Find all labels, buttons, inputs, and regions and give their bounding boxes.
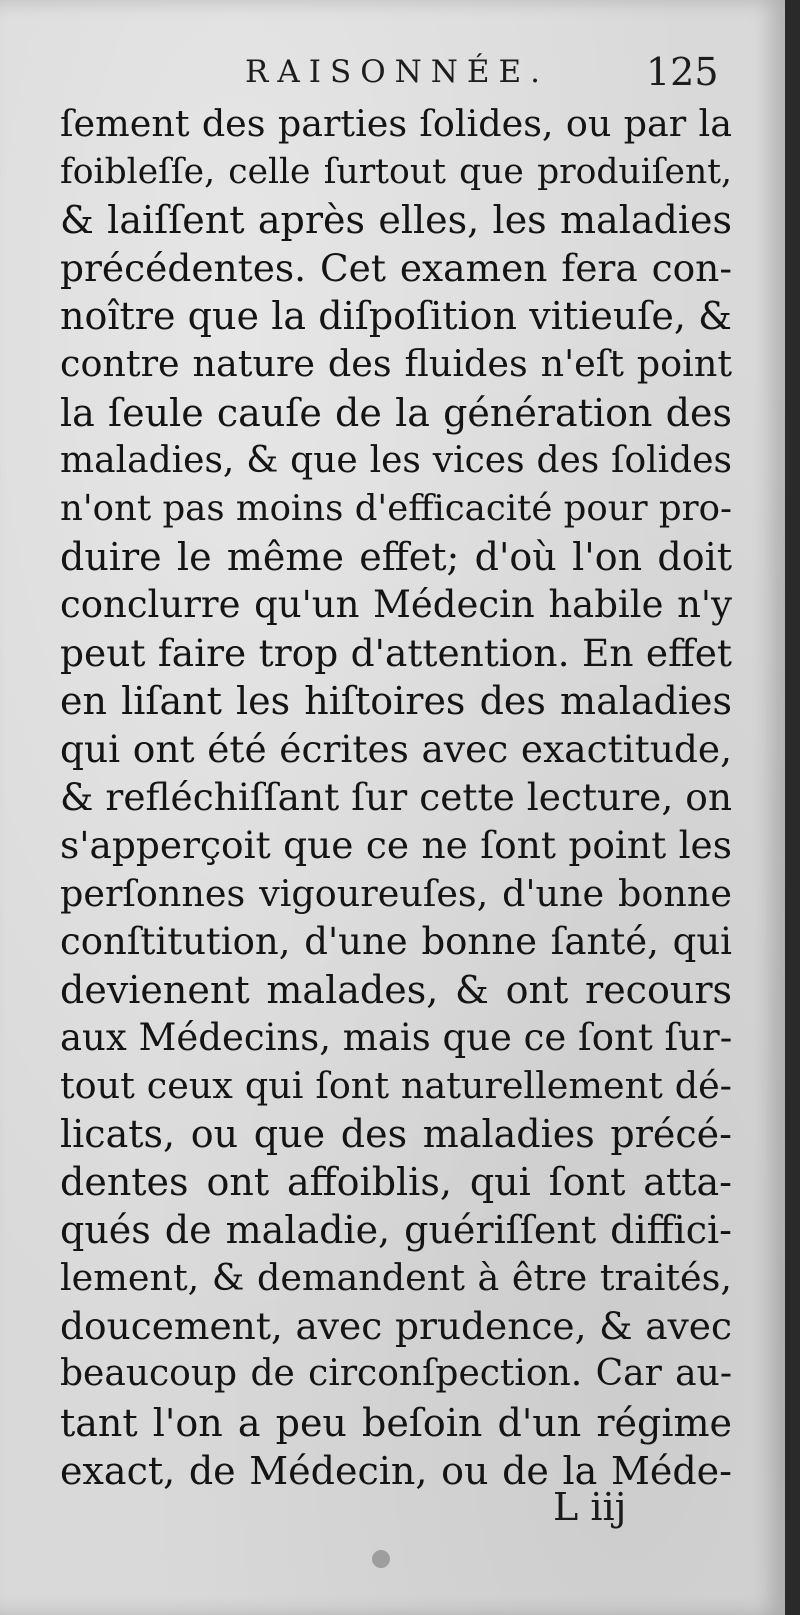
text-line: exact, de Médecin, ou de la Méde-: [60, 1448, 732, 1493]
text-line: s'apperçoit que ce ne ſont point les: [60, 823, 732, 868]
text-line: maladies, & que les vices des ſolides: [60, 439, 732, 481]
text-line: perſonnes vigoureuſes, d'une bonne: [60, 871, 732, 915]
text-line: aux Médecins, mais que ce ſont ſur-: [60, 1015, 733, 1059]
page-number: 125: [646, 50, 719, 94]
text-line: conſtitution, d'une bonne ſanté, qui: [60, 919, 732, 963]
signature-mark: L iij: [553, 1485, 627, 1529]
text-line: la ſeule cauſe de la génération des: [60, 390, 732, 435]
body-text: [60, 100, 732, 1495]
text-line: devienent malades, & ont recours: [60, 967, 732, 1012]
text-line: tant l'on a peu beſoin d'un régime: [60, 1400, 732, 1445]
text-line: conclurre qu'un Médecin habile n'y: [60, 582, 732, 626]
text-line: n'ont pas moins d'efficacité pour pro-: [60, 487, 732, 529]
text-line: licats, ou que des maladies précé-: [60, 1111, 732, 1156]
text-line: beaucoup de circonſpection. Car au-: [60, 1353, 732, 1395]
text-line: contre nature des fluides n'eſt point: [60, 342, 732, 386]
text-line: & refléchiſſant ſur cette lecture, on: [60, 775, 732, 820]
ink-smudge: [372, 1550, 390, 1568]
text-line: en liſant les hiſtoires des maladies: [60, 679, 732, 724]
text-line: & laiſſent après elles, les maladies: [60, 198, 732, 243]
text-line: doucement, avec prudence, & avec: [60, 1304, 732, 1349]
text-line: qui ont été écrites avec exactitude,: [60, 727, 732, 772]
text-line: noître que la diſpoſition vitieuſe, &: [60, 294, 732, 339]
text-line: lement, & demandent à être traités,: [60, 1256, 732, 1300]
text-line: foibleſſe, celle ſurtout que produiſent,: [60, 152, 732, 193]
text-line: précédentes. Cet examen fera con-: [60, 246, 732, 291]
text-line: duire le même effet; d'où l'on doit: [60, 534, 732, 579]
text-line: peut faire trop d'attention. En effet: [60, 631, 732, 676]
text-line: tout ceux qui ſont naturellement dé-: [60, 1063, 732, 1107]
text-line: qués de maladie, guériſſent diffici-: [60, 1208, 732, 1253]
running-title: RAISONNÉE.: [245, 54, 549, 90]
text-line: dentes ont affoiblis, qui ſont atta-: [60, 1160, 732, 1205]
text-line: ſement des parties ſolides, ou par la: [60, 102, 732, 145]
